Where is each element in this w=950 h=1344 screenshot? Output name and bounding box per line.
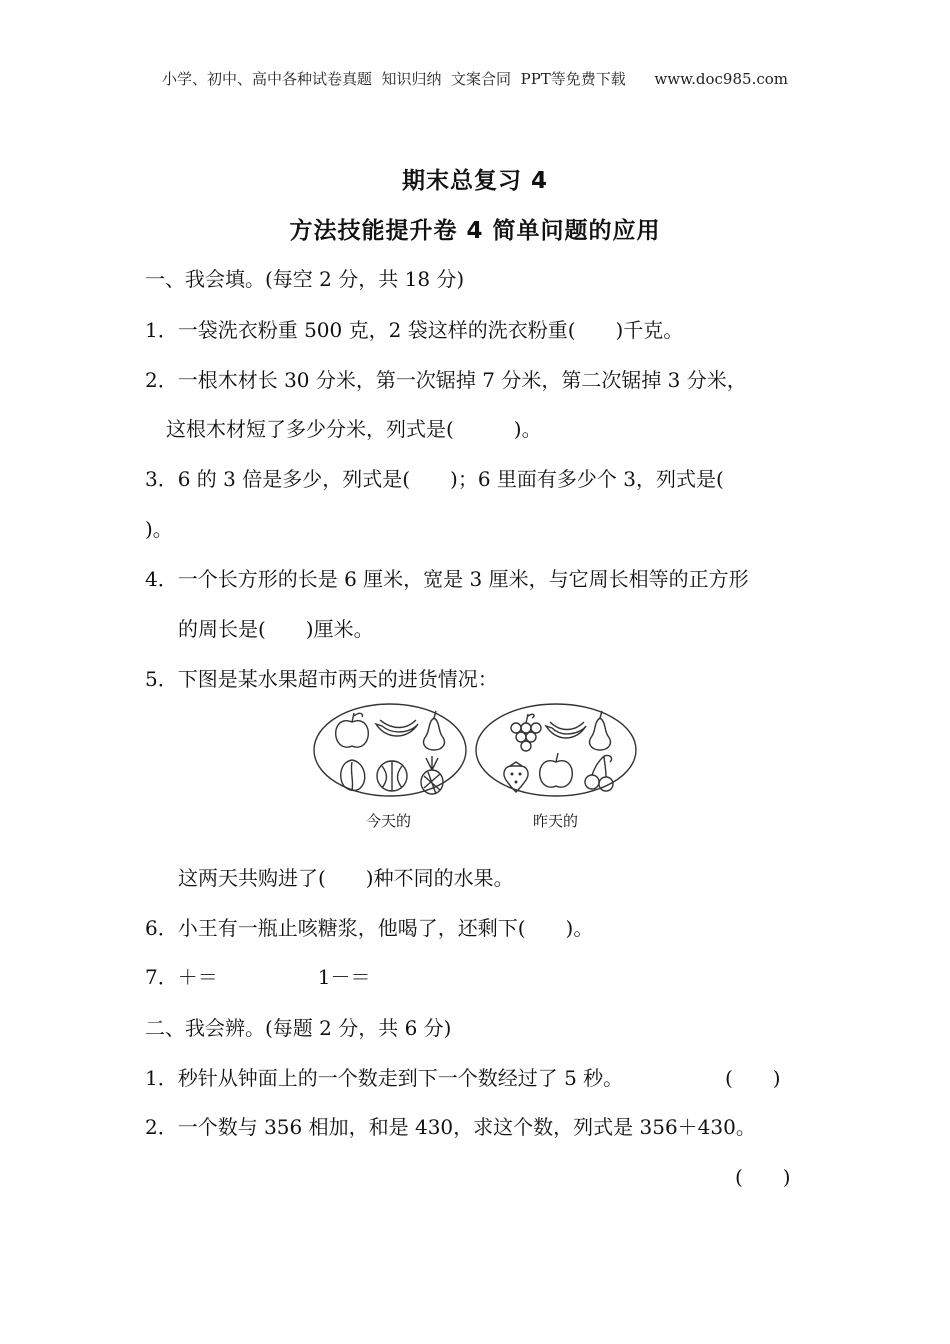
question-3-line-2: )。 bbox=[145, 517, 173, 541]
caption-yesterday: 昨天的 bbox=[533, 812, 579, 830]
judge-1: 1．秒针从钟面上的一个数走到下一个数经过了 5 秒。 bbox=[145, 1066, 624, 1090]
grapes-icon bbox=[511, 714, 541, 751]
question-6: 6．小王有一瓶止咳糖浆，他喝了，还剩下( )。 bbox=[145, 916, 594, 940]
judge-2: 2．一个数与 356 相加，和是 430，求这个数，列式是 356＋430。 bbox=[145, 1115, 756, 1139]
question-5-answer: 这两天共购进了( )种不同的水果。 bbox=[178, 866, 514, 890]
question-4-line-1: 4．一个长方形的长是 6 厘米，宽是 3 厘米，与它周长相等的正方形 bbox=[145, 567, 749, 591]
banana-icon bbox=[376, 720, 418, 736]
section-2-heading: 二、我会辨。(每题 2 分，共 6 分) bbox=[145, 1016, 452, 1040]
section-1-heading: 一、我会填。(每空 2 分，共 18 分) bbox=[145, 267, 465, 291]
question-4-line-2: 的周长是( )厘米。 bbox=[178, 617, 374, 641]
strawberry-icon bbox=[504, 762, 528, 792]
pear-icon bbox=[590, 711, 611, 750]
question-7: 7．＋＝ 1－＝ bbox=[145, 965, 371, 989]
question-3-line-1: 3．6 的 3 倍是多少，列式是( )；6 里面有多少个 3，列式是( bbox=[145, 467, 724, 491]
caption-today: 今天的 bbox=[366, 812, 412, 830]
question-2-line-2: 这根木材短了多少分米，列式是( )。 bbox=[166, 417, 542, 441]
apple-icon bbox=[336, 713, 369, 747]
title-main: 期末总复习 4 bbox=[401, 168, 548, 194]
question-5: 5．下图是某水果超市两天的进货情况： bbox=[145, 667, 498, 691]
apple-icon bbox=[540, 753, 573, 787]
judge-1-parens: ( ) bbox=[725, 1066, 781, 1090]
banana-icon bbox=[546, 722, 586, 738]
question-1: 1．一袋洗衣粉重 500 克，2 袋这样的洗衣粉重( )千克。 bbox=[145, 318, 684, 342]
page-header: 小学、初中、高中各种试卷真题 知识归纳 文案合同 PPT等免费下载 www.doc985.com bbox=[161, 70, 788, 88]
yesterday-oval bbox=[476, 704, 636, 796]
title-sub: 方法技能提升卷 4 简单问题的应用 bbox=[289, 218, 661, 244]
peach-icon bbox=[341, 760, 365, 791]
watermelon-icon bbox=[377, 761, 407, 791]
question-2-line-1: 2．一根木材长 30 分米，第一次锯掉 7 分米，第二次锯掉 3 分米， bbox=[145, 368, 747, 392]
judge-2-parens: ( ) bbox=[735, 1165, 791, 1189]
fruit-figure bbox=[308, 700, 648, 835]
cherries-icon bbox=[585, 755, 613, 791]
